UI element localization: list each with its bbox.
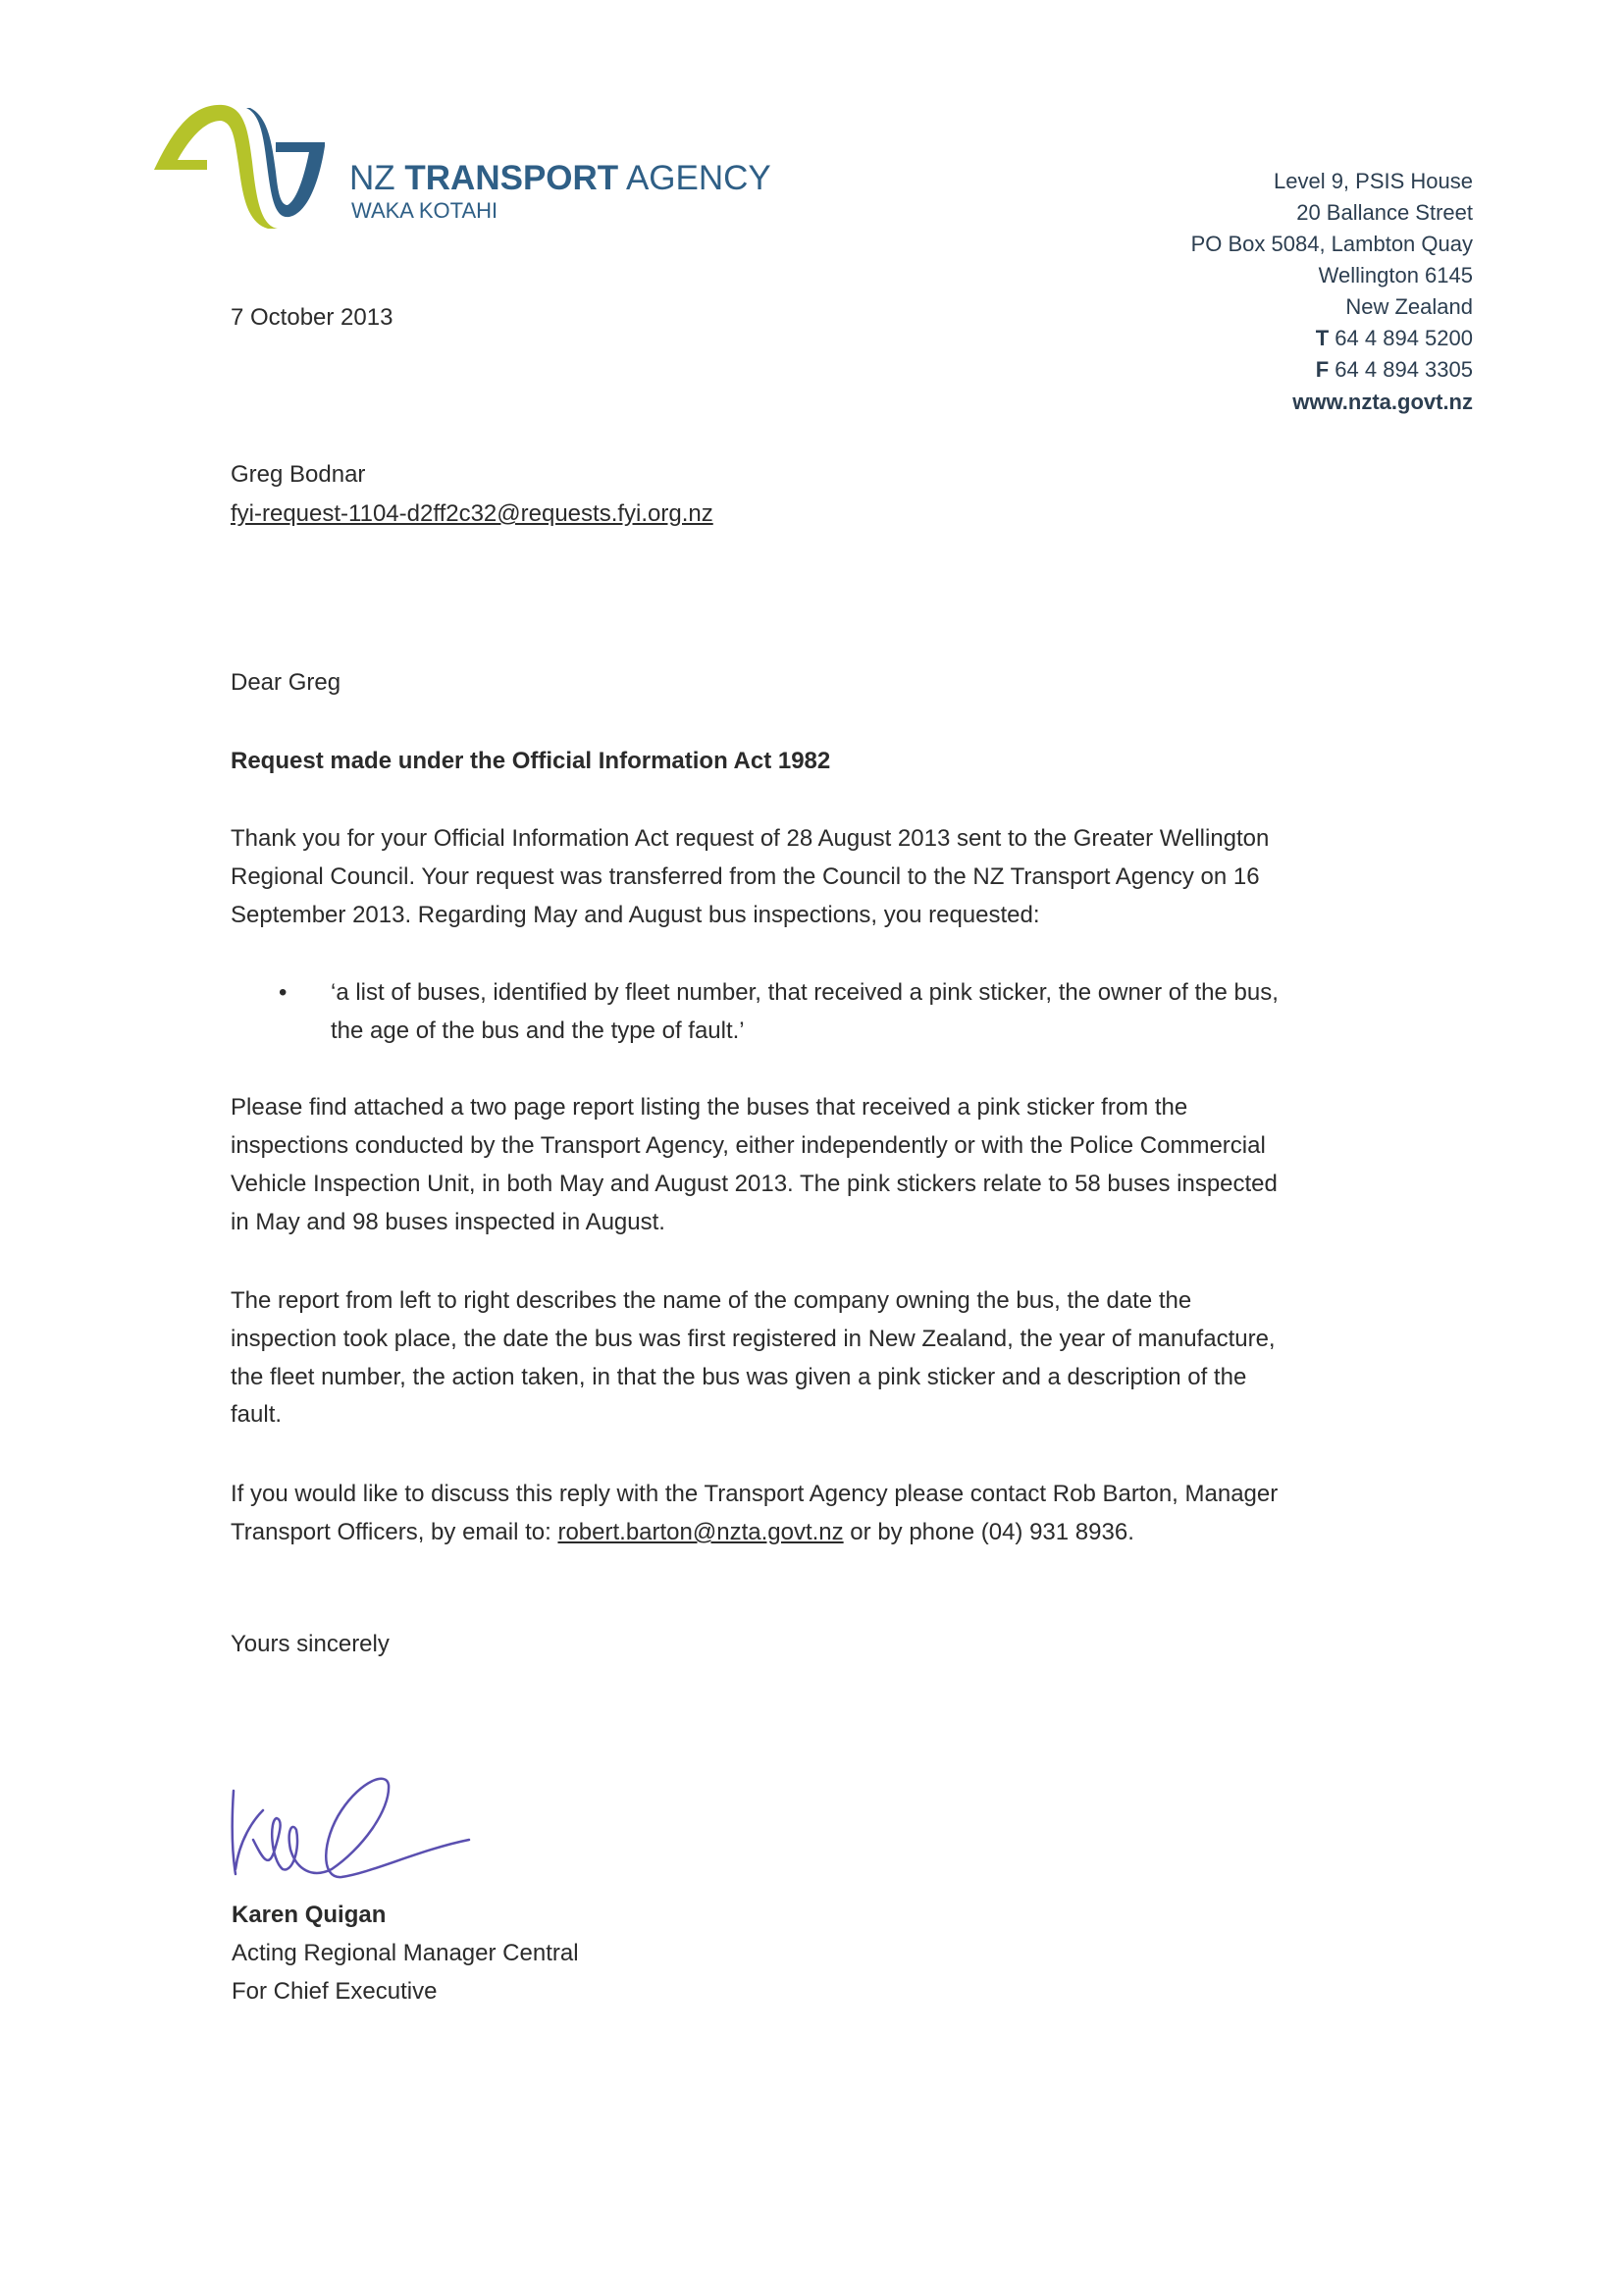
address-line: PO Box 5084, Lambton Quay xyxy=(1190,232,1473,256)
paragraph-line: fault. xyxy=(231,1401,283,1428)
paragraph-line: Thank you for your Official Information Act request of 28 August 2013 sent to the Greater Wellington xyxy=(231,825,1270,852)
contact-text: Transport Officers, by email to: xyxy=(231,1519,558,1545)
contact-email-link[interactable]: robert.barton@nzta.govt.nz xyxy=(557,1519,844,1545)
phone-label: T xyxy=(1315,326,1330,350)
paragraph-line: Please find attached a two page report listing the buses that received a pink sticker from the xyxy=(231,1094,1188,1121)
address-line: 20 Ballance Street xyxy=(1296,200,1473,225)
paragraph-line: The report from left to right describes the name of the company owning the bus, the date the xyxy=(231,1287,1192,1314)
bullet-icon: • xyxy=(279,979,288,1006)
signature-icon xyxy=(224,1771,475,1894)
paragraph-line: in May and 98 buses inspected in August. xyxy=(231,1209,665,1235)
signer-name: Karen Quigan xyxy=(232,1902,387,1928)
signer-for: For Chief Executive xyxy=(232,1978,438,2005)
paragraph-line: inspection took place, the date the bus was first registered in New Zealand, the year of manufacture, xyxy=(231,1326,1276,1352)
fax-label: F xyxy=(1315,357,1330,382)
signer-title: Acting Regional Manager Central xyxy=(232,1940,579,1966)
phone-value: 64 4 894 5200 xyxy=(1329,326,1473,350)
logo-name-prefix: NZ xyxy=(349,159,405,197)
closing: Yours sincerely xyxy=(231,1631,390,1657)
bullet-line: ‘a list of buses, identified by fleet number, that received a pink sticker, the owner of the bus, xyxy=(331,979,1279,1006)
logo-subtitle: WAKA KOTAHI xyxy=(351,198,498,223)
address-line: Wellington 6145 xyxy=(1318,263,1473,287)
fax-line xyxy=(1316,356,1473,384)
logo-name-suffix: AGENCY xyxy=(618,159,771,197)
contact-phone-text: or by phone (04) 931 8936. xyxy=(843,1519,1134,1545)
paragraph-line: September 2013. Regarding May and August bus inspections, you requested: xyxy=(231,902,1040,928)
letter-date: 7 October 2013 xyxy=(231,304,393,331)
fax-value: 64 4 894 3305 xyxy=(1329,357,1473,382)
phone-line xyxy=(1316,325,1473,352)
nzta-logo-icon xyxy=(152,103,329,233)
subject-heading: Request made under the Official Information Act 1982 xyxy=(231,748,831,774)
paragraph-line: the fleet number, the action taken, in that the bus was given a pink sticker and a description of the xyxy=(231,1364,1247,1390)
recipient-email-link[interactable]: fyi-request-1104-d2ff2c32@requests.fyi.org.nz xyxy=(231,500,713,527)
paragraph-line xyxy=(231,1518,1134,1547)
website-link[interactable]: www.nzta.govt.nz xyxy=(1292,390,1473,414)
paragraph-line: If you would like to discuss this reply with the Transport Agency please contact Rob Barton, Manager xyxy=(231,1481,1279,1507)
salutation: Dear Greg xyxy=(231,669,341,696)
paragraph-line: Vehicle Inspection Unit, in both May and August 2013. The pink stickers relate to 58 buses inspected xyxy=(231,1171,1278,1197)
paragraph-line: inspections conducted by the Transport Agency, either independently or with the Police Commercial xyxy=(231,1132,1266,1159)
recipient-name: Greg Bodnar xyxy=(231,461,366,488)
paragraph-line: Regional Council. Your request was transferred from the Council to the NZ Transport Agency on 16 xyxy=(231,863,1260,890)
logo-name-bold: TRANSPORT xyxy=(404,159,619,197)
bullet-line: the age of the bus and the type of fault.’ xyxy=(331,1018,745,1044)
logo-name xyxy=(349,159,771,198)
address-line: Level 9, PSIS House xyxy=(1273,169,1473,193)
address-line: New Zealand xyxy=(1345,294,1473,319)
